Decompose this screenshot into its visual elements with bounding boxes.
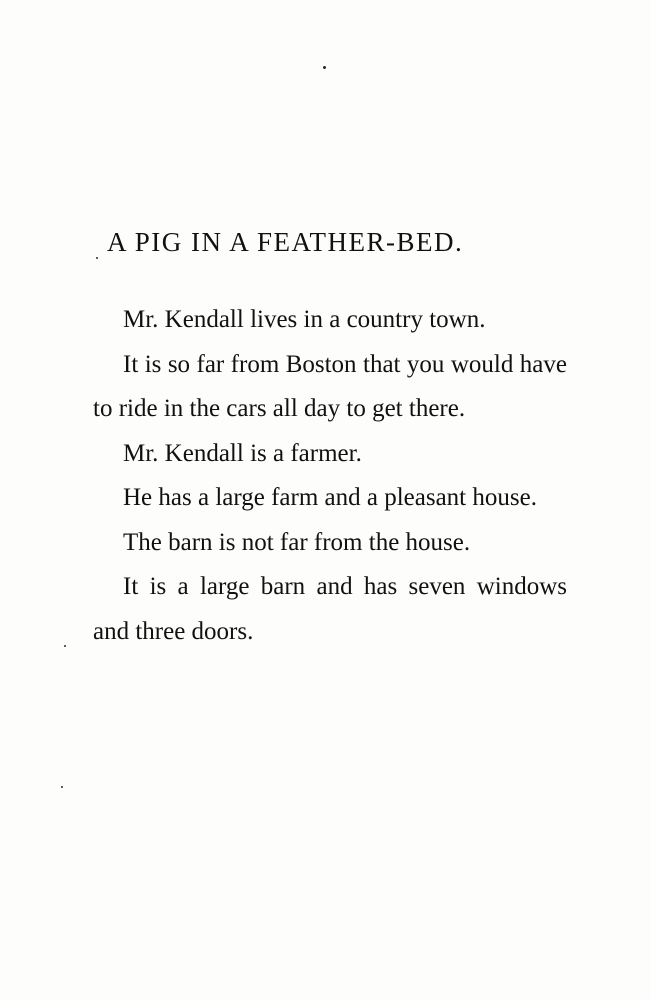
- paragraph: The barn is not far from the house.: [123, 528, 471, 556]
- page-text: [93, 226, 567, 654]
- paragraph: It is so far from Boston that you would have to ride in the cars all day to get there.: [93, 350, 567, 423]
- paragraph: He has a large farm and a pleasant house.: [123, 484, 537, 512]
- paragraph: It is a large barn and has seven windows and three doors.: [93, 573, 567, 645]
- chapter-title: A PIG IN A FEATHER-BED.: [107, 227, 464, 257]
- ink-speck: [323, 66, 326, 69]
- ink-speck: [64, 645, 66, 647]
- paragraph: Mr. Kendall lives in a country town.: [123, 306, 486, 334]
- paragraph: Mr. Kendall is a farmer.: [123, 439, 362, 467]
- ink-speck: [61, 786, 63, 788]
